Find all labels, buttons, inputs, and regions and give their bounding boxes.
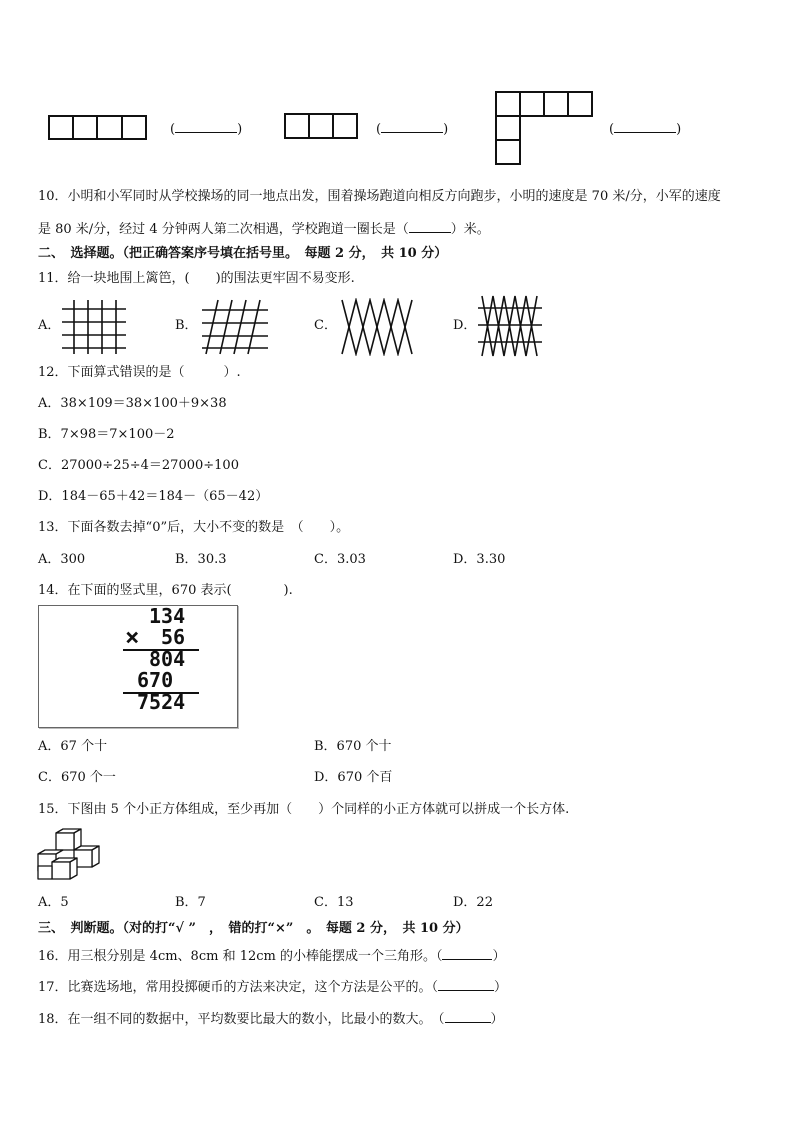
section-2-title: 二、 选择题。（把正确答案序号填在括号里。 每题 2 分， 共 10 分） xyxy=(38,246,448,261)
q14-option-a[interactable]: A．67 个十 xyxy=(38,739,108,754)
q18-statement: 18．在一组不同的数据中，平均数要比最大的数小，比最小的数大。 （ ） xyxy=(38,1009,504,1029)
q9-answer-blank-3[interactable]: ( ) xyxy=(609,119,681,139)
q14-option-c[interactable]: C．670 个一 xyxy=(38,770,116,785)
q11-option-c-label[interactable]: C． xyxy=(314,318,337,333)
q13-option-d[interactable]: D．3.30 xyxy=(453,552,506,567)
q12-option-d[interactable]: D．184－65＋42＝184－（65－42） xyxy=(38,489,269,504)
q17-statement: 17．比赛选场地，常用投掷硬币的方法来决定，这个方法是公平的。（ ） xyxy=(38,977,507,997)
multiply-sign: × xyxy=(125,623,140,651)
q10-line-2: 是 80 米/分，经过 4 分钟两人第二次相遇，学校跑道一圈长是（ ）米。 xyxy=(38,219,490,239)
q11-question: 11．给一块地围上篱笆，( )的围法更牢固不易变形. xyxy=(38,271,355,286)
q15-option-a[interactable]: A．5 xyxy=(38,895,69,910)
q18-answer-blank[interactable] xyxy=(445,1009,491,1023)
q15-option-b[interactable]: B．7 xyxy=(175,895,206,910)
q15-option-d[interactable]: D．22 xyxy=(453,895,493,910)
q13-question: 13．下面各数去掉“0”后，大小不变的数是 （ ）。 xyxy=(38,520,350,535)
partial-product-1: 804 xyxy=(149,647,186,671)
five-cubes-figure xyxy=(36,828,102,884)
multiplicand: 134 xyxy=(149,604,186,628)
q13-option-c[interactable]: C．3.03 xyxy=(314,552,366,567)
q14-option-b[interactable]: B．670 个十 xyxy=(314,739,392,754)
q11-option-b-label[interactable]: B． xyxy=(175,318,198,333)
multiplier: 56 xyxy=(161,625,186,649)
q10-answer-blank[interactable] xyxy=(409,219,451,233)
parallelogram-grid-fence-figure xyxy=(198,298,272,356)
q14-question: 14．在下面的竖式里，670 表示( ). xyxy=(38,583,293,598)
final-product: 7524 xyxy=(137,690,186,714)
l-shaped-squares-figure xyxy=(495,91,595,167)
q13-option-a[interactable]: A．300 xyxy=(38,552,86,567)
q12-option-a[interactable]: A．38×109＝38×100＋9×38 xyxy=(38,396,227,411)
triangle-lattice-with-rails-fence-figure xyxy=(476,294,544,358)
partial-product-2: 670 xyxy=(137,668,174,692)
q12-question: 12．下面算式错误的是（ ）. xyxy=(38,365,241,380)
q16-statement: 16．用三根分别是 4cm、8cm 和 12cm 的小棒能摆成一个三角形。（ ） xyxy=(38,946,506,966)
three-square-strip-figure xyxy=(284,113,360,140)
triangle-lattice-fence-figure xyxy=(338,298,420,356)
q16-answer-blank[interactable] xyxy=(442,946,492,960)
q13-option-b[interactable]: B．30.3 xyxy=(175,552,227,567)
q14-option-d[interactable]: D．670 个百 xyxy=(314,770,393,785)
q15-option-c[interactable]: C．13 xyxy=(314,895,354,910)
q15-question: 15．下图由 5 个小正方体组成，至少再加（ ）个同样的小正方体就可以拼成一个长方体. xyxy=(38,802,570,817)
q10-line-1: 10．小明和小军同时从学校操场的同一地点出发，围着操场跑道向相反方向跑步，小明的速度是 70 米/分，小军的速度 xyxy=(38,189,721,204)
section-3-title: 三、 判断题。（对的打“√ ” ， 错的打“×” 。 每题 2 分， 共 10 分） xyxy=(38,921,469,936)
q11-option-d-label[interactable]: D． xyxy=(453,318,477,333)
q12-option-c[interactable]: C．27000÷25÷4＝27000÷100 xyxy=(38,458,239,473)
vertical-multiplication-box xyxy=(38,605,238,728)
q11-option-a-label[interactable]: A． xyxy=(38,318,61,333)
q17-answer-blank[interactable] xyxy=(438,977,494,991)
q9-answer-blank-1[interactable]: ( ) xyxy=(170,119,242,139)
q12-option-b[interactable]: B．7×98＝7×100－2 xyxy=(38,427,175,442)
q9-answer-blank-2[interactable]: ( ) xyxy=(376,119,448,139)
square-grid-fence-figure xyxy=(60,298,128,356)
four-square-strip-figure xyxy=(48,115,148,141)
